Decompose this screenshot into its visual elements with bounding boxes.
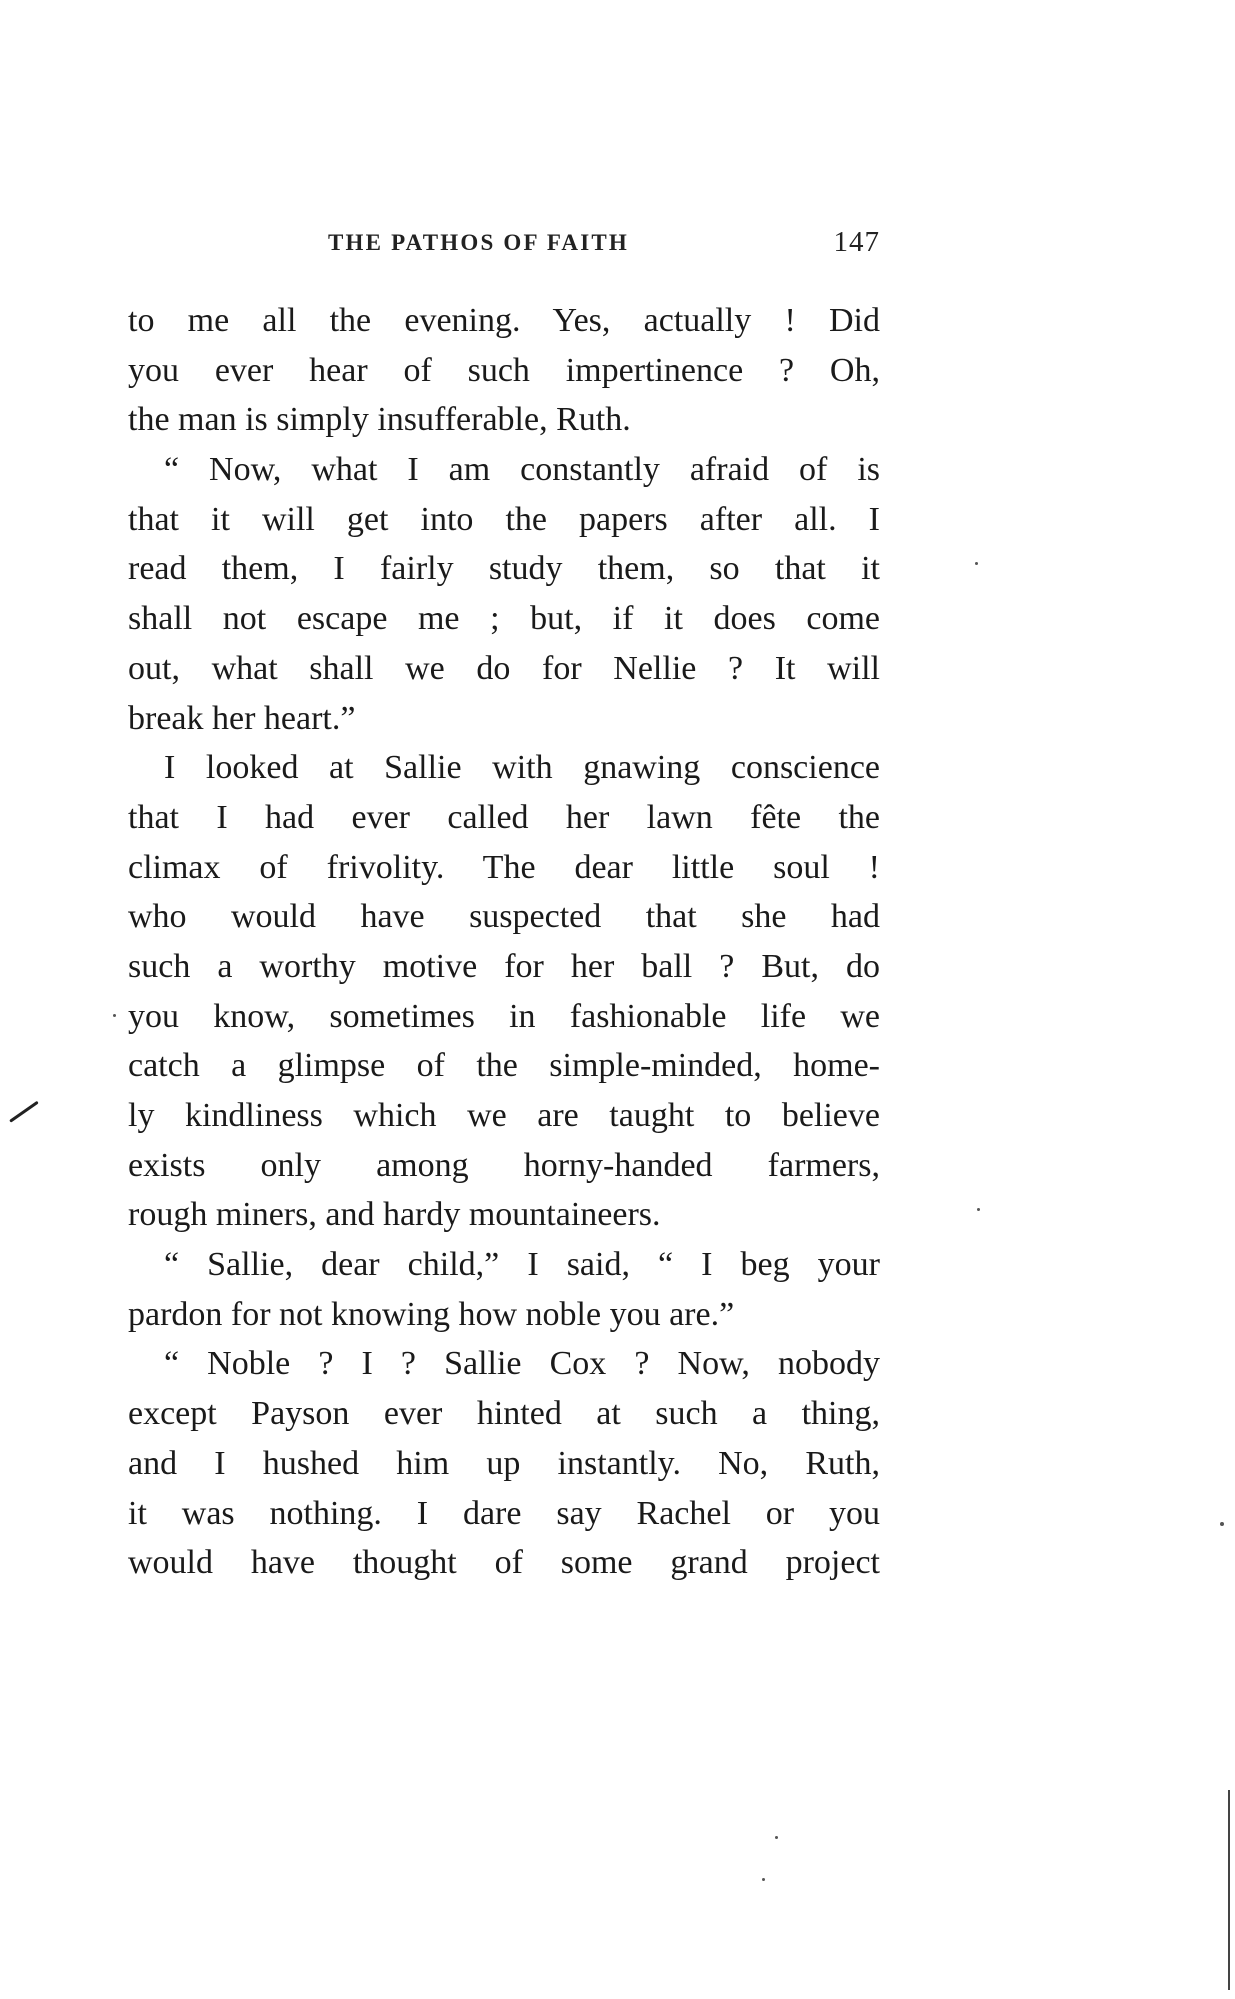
text-line: that it will get into the papers after all. I	[128, 500, 880, 538]
text-line: the man is simply insufferable, Ruth.	[128, 401, 631, 439]
text-line: read them, I fairly study them, so that it	[128, 550, 880, 588]
body-text	[128, 296, 880, 1588]
text-line: “ Now, what I am constantly afraid of is	[164, 451, 880, 489]
running-title: THE PATHOS OF FAITH	[328, 230, 629, 255]
running-head	[128, 226, 880, 266]
text-line: such a worthy motive for her ball ? But, do	[128, 947, 880, 985]
text-line: you ever hear of such impertinence ? Oh,	[128, 351, 880, 389]
page-edge-line	[1228, 1790, 1230, 1990]
text-line: except Payson ever hinted at such a thing,	[128, 1395, 880, 1433]
speck	[975, 562, 978, 565]
page-number: 147	[833, 226, 880, 258]
pencil-mark	[9, 1101, 39, 1123]
text-line: rough miners, and hardy mountaineers.	[128, 1196, 661, 1234]
text-line: “ Noble ? I ? Sallie Cox ? Now, nobody	[164, 1345, 880, 1383]
text-line: to me all the evening. Yes, actually ! Did	[128, 302, 880, 339]
text-line: “ Sallie, dear child,” I said, “ I beg your	[164, 1246, 880, 1284]
text-line: who would have suspected that she had	[128, 898, 880, 936]
text-line: I looked at Sallie with gnawing conscience	[164, 749, 880, 787]
text-line: would have thought of some grand project	[128, 1544, 880, 1582]
text-line: you know, sometimes in fashionable life we	[128, 997, 880, 1035]
text-line: and I hushed him up instantly. No, Ruth,	[128, 1444, 880, 1482]
text-line: pardon for not knowing how noble you are.”	[128, 1295, 735, 1333]
text-line: climax of frivolity. The dear little soul !	[128, 848, 880, 886]
speck	[113, 1014, 116, 1017]
text-line: ly kindliness which we are taught to believe	[128, 1097, 880, 1134]
speck	[1220, 1522, 1224, 1526]
text-line: that I had ever called her lawn fête the	[128, 798, 880, 836]
speck	[775, 1836, 778, 1839]
speck	[977, 1208, 980, 1211]
text-line: break her heart.”	[128, 699, 356, 737]
text-line: catch a glimpse of the simple-minded, home-	[128, 1047, 880, 1085]
text-line: shall not escape me ; but, if it does come	[128, 600, 880, 638]
text-line: it was nothing. I dare say Rachel or you	[128, 1494, 880, 1532]
speck	[762, 1878, 765, 1881]
text-line: out, what shall we do for Nellie ? It will	[128, 649, 880, 687]
text-line: exists only among horny-handed farmers,	[128, 1146, 880, 1184]
